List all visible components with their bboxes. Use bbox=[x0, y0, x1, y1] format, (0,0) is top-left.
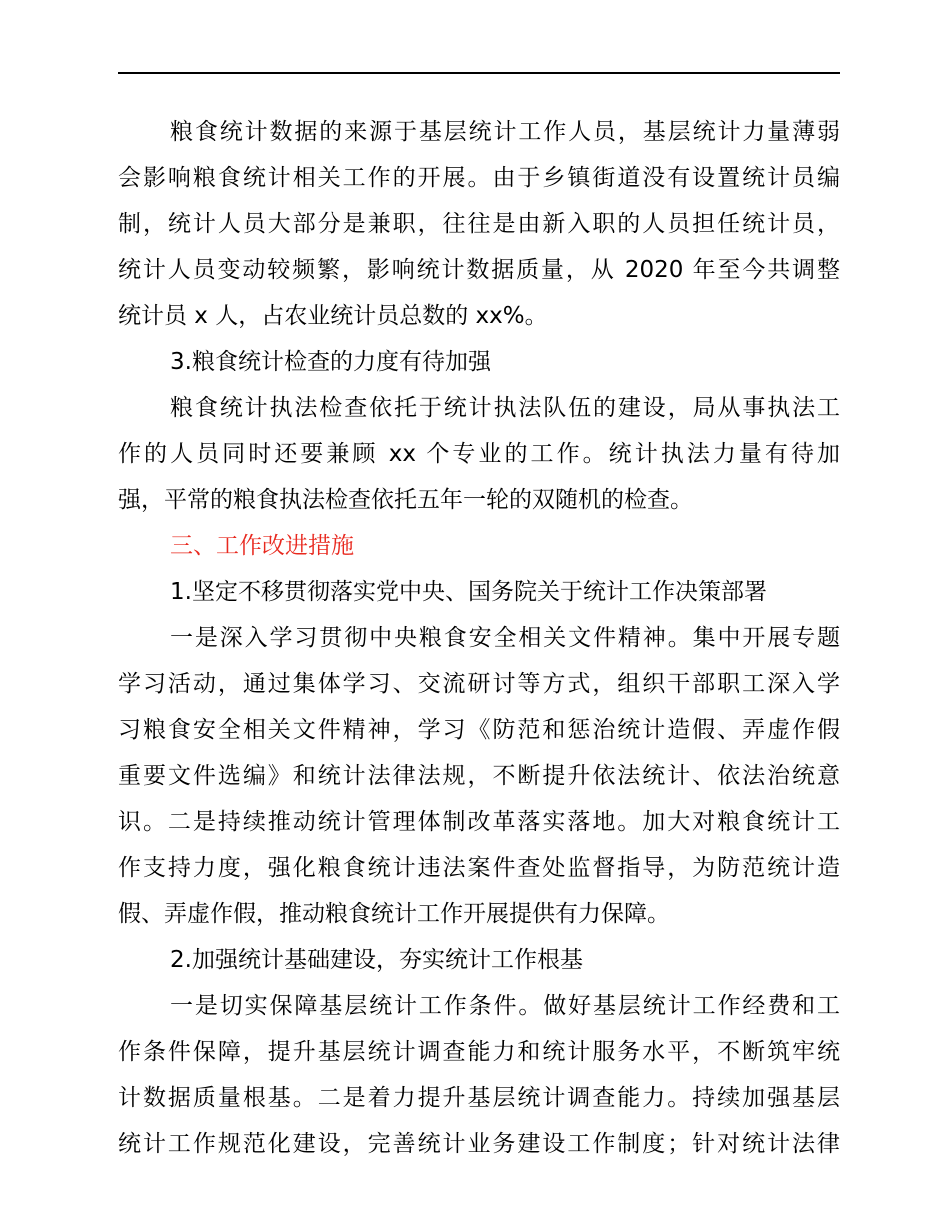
text-line: 会影响粮食统计相关工作的开展。由于乡镇街道没有设置统计员编 bbox=[118, 165, 840, 191]
text-line: 作支持力度，强化粮食统计违法案件查处监督指导，为防范统计造 bbox=[118, 855, 840, 881]
text-line: 2.加强统计基础建设，夯实统计工作根基 bbox=[170, 947, 583, 973]
text-line: 3.粮食统计检查的力度有待加强 bbox=[170, 349, 491, 375]
text-line: 作条件保障，提升基层统计调查能力和统计服务水平，不断筑牢统 bbox=[118, 1039, 840, 1065]
text-line: 计数据质量根基。二是着力提升基层统计调查能力。持续加强基层 bbox=[118, 1085, 840, 1111]
text-line: 粮食统计执法检查依托于统计执法队伍的建设，局从事执法工 bbox=[170, 395, 840, 421]
text-line: 制，统计人员大部分是兼职，往往是由新入职的人员担任统计员， bbox=[118, 211, 840, 237]
text-line: 粮食统计数据的来源于基层统计工作人员，基层统计力量薄弱 bbox=[170, 119, 840, 145]
text-line: 习粮食安全相关文件精神，学习《防范和惩治统计造假、弄虚作假 bbox=[118, 717, 840, 743]
text-line: 强，平常的粮食执法检查依托五年一轮的双随机的检查。 bbox=[118, 487, 693, 513]
section-heading: 三、工作改进措施 bbox=[170, 533, 354, 559]
text-line: 统计人员变动较频繁，影响统计数据质量，从 2020 年至今共调整 bbox=[118, 257, 840, 283]
header-rule bbox=[118, 72, 840, 74]
document-body bbox=[118, 109, 840, 1167]
text-line: 识。二是持续推动统计管理体制改革落实落地。加大对粮食统计工 bbox=[118, 809, 840, 835]
text-line: 一是切实保障基层统计工作条件。做好基层统计工作经费和工 bbox=[170, 993, 840, 1019]
text-line: 统计员 x 人，占农业统计员总数的 xx%。 bbox=[118, 303, 548, 329]
text-line: 1.坚定不移贯彻落实党中央、国务院关于统计工作决策部署 bbox=[170, 579, 767, 605]
text-line: 一是深入学习贯彻中央粮食安全相关文件精神。集中开展专题 bbox=[170, 625, 840, 651]
text-line: 重要文件选编》和统计法律法规，不断提升依法统计、依法治统意 bbox=[118, 763, 840, 789]
text-line: 学习活动，通过集体学习、交流研讨等方式，组织干部职工深入学 bbox=[118, 671, 840, 697]
text-line: 假、弄虚作假，推动粮食统计工作开展提供有力保障。 bbox=[118, 901, 670, 927]
text-line: 作的人员同时还要兼顾 xx 个专业的工作。统计执法力量有待加 bbox=[118, 441, 840, 467]
text-line: 统计工作规范化建设，完善统计业务建设工作制度；针对统计法律 bbox=[118, 1131, 840, 1157]
